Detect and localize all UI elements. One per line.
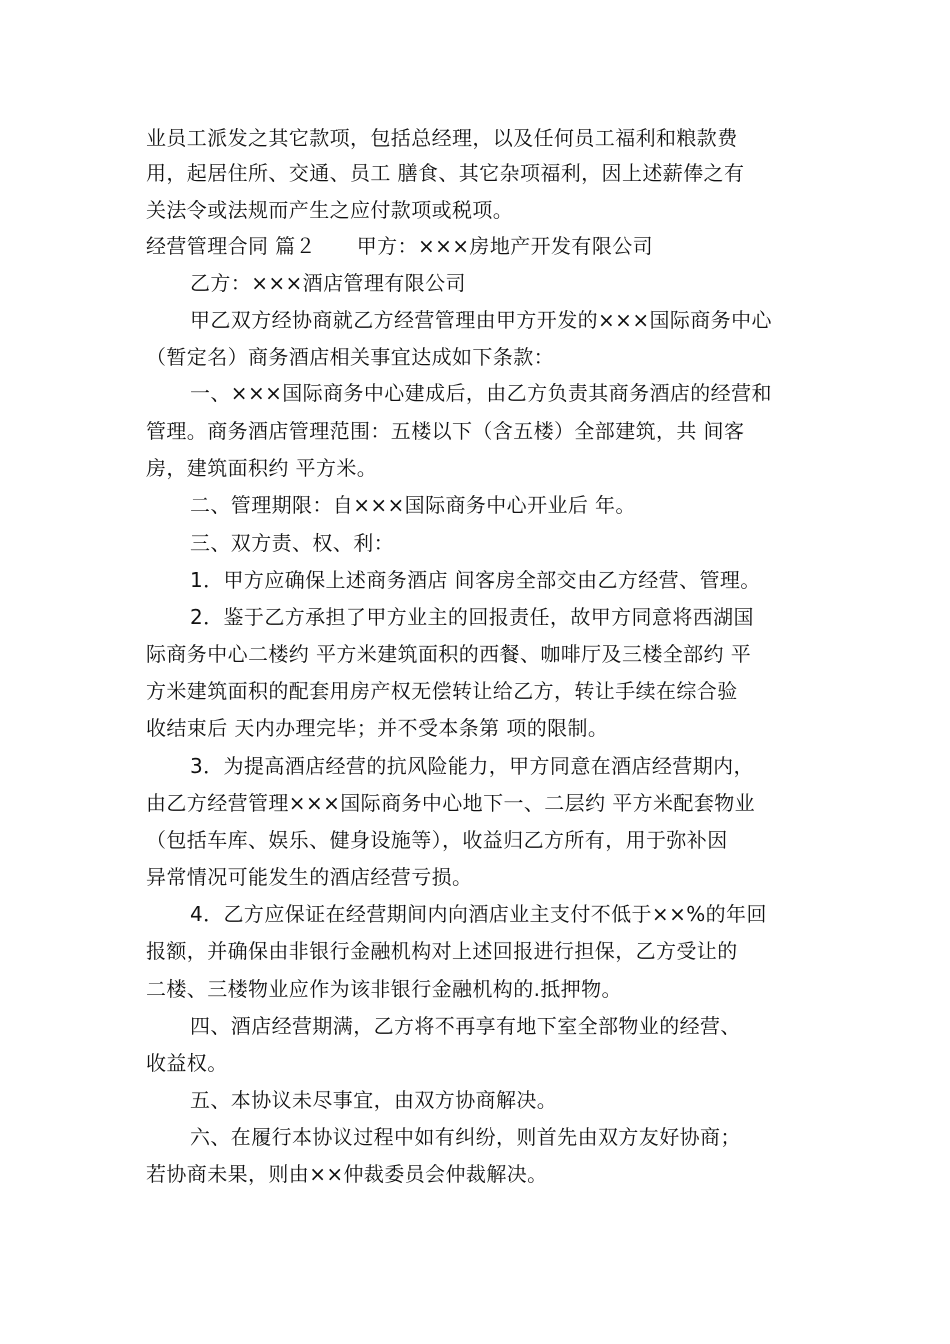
text-line: 房，建筑面积约 平方米。 — [146, 456, 378, 480]
text-line: （包括车库、娱乐、健身设施等），收益归乙方所有，用于弥补因 — [146, 828, 728, 852]
text-line: （暂定名）商务酒店相关事宜达成如下条款： — [146, 345, 554, 369]
text-line: 甲乙双方经协商就乙方经营管理由甲方开发的×××国际商务中心 — [190, 308, 772, 332]
clause-line: 一、×××国际商务中心建成后，由乙方负责其商务酒店的经营和 — [190, 381, 772, 405]
text-line: 若协商未果，则由××仲裁委员会仲裁解决。 — [146, 1162, 548, 1186]
clause-line: 四、酒店经营期满，乙方将不再享有地下室全部物业的经营、 — [190, 1014, 741, 1038]
text-line: 业员工派发之其它款项，包括总经理，以及任何员工福利和粮款费 — [146, 126, 738, 150]
clause-line: 二、管理期限：自×××国际商务中心开业后 年。 — [190, 493, 636, 517]
text-line: 二楼、三楼物业应作为该非银行金融机构的.抵押物。 — [146, 977, 622, 1001]
text-line: 收益权。 — [146, 1051, 228, 1075]
text-line: 报额，并确保由非银行金融机构对上述回报进行担保，乙方受让的 — [146, 939, 738, 963]
clause-line: 六、在履行本协议过程中如有纠纷，则首先由双方友好协商； — [190, 1125, 741, 1149]
numbered-item-line: 1．甲方应确保上述商务酒店 间客房全部交由乙方经营、管理。 — [190, 568, 761, 592]
numbered-item-line: 4．乙方应保证在经营期间内向酒店业主支付不低于××%的年回 — [190, 902, 767, 926]
text-line: 方米建筑面积的配套用房产权无偿转让给乙方，转让手续在综合验 — [146, 679, 738, 703]
party-b-line: 乙方：×××酒店管理有限公司 — [190, 271, 466, 295]
text-line: 由乙方经营管理×××国际商务中心地下一、二层约 平方米配套物业 — [146, 791, 756, 815]
numbered-item-line: 2．鉴于乙方承担了甲方业主的回报责任，故甲方同意将西湖国 — [190, 605, 754, 629]
text-line: 异常情况可能发生的酒店经营亏损。 — [146, 865, 473, 889]
clause-line: 五、本协议未尽事宜，由双方协商解决。 — [190, 1088, 558, 1112]
text-line: 管理。商务酒店管理范围：五楼以下（含五楼）全部建筑，共 间客 — [146, 419, 745, 443]
text-line: 收结束后 天内办理完毕；并不受本条第 项的限制。 — [146, 716, 609, 740]
section-heading-line: 经营管理合同 篇２ 甲方：×××房地产开发有限公司 — [146, 234, 654, 258]
text-line: 关法令或法规而产生之应付款项或税项。 — [146, 198, 514, 222]
clause-line: 三、双方责、权、利： — [190, 531, 394, 555]
text-line: 际商务中心二楼约 平方米建筑面积的西餐、咖啡厅及三楼全部约 平 — [146, 642, 752, 666]
text-line: 用，起居住所、交通、员工 膳食、其它杂项福利，因上述薪俸之有 — [146, 161, 745, 185]
numbered-item-line: 3．为提高酒店经营的抗风险能力，甲方同意在酒店经营期内， — [190, 754, 754, 778]
